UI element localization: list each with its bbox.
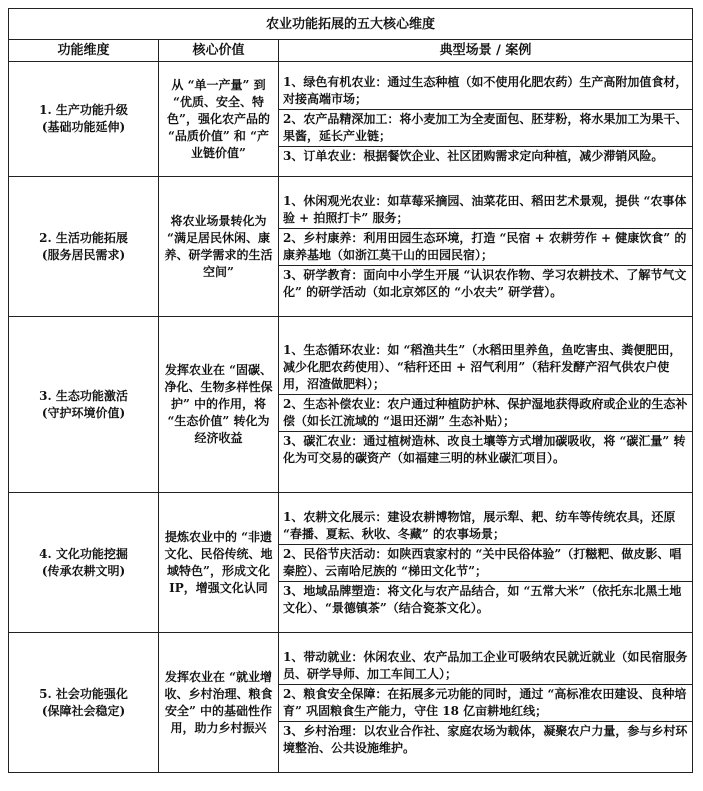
core-value-cell: 发挥农业在 “就业增收、乡村治理、粮食安全” 中的基础性作用，助力乡村振兴 bbox=[159, 633, 279, 773]
cases-cell bbox=[279, 317, 693, 493]
header-row bbox=[9, 40, 693, 62]
dimension-subtitle: (传承农耕文明) bbox=[41, 563, 126, 578]
core-value-cell: 从 “单一产量” 到 “优质、安全、特色”，强化农产品的 “品质价值” 和 “产业链价值” bbox=[159, 62, 279, 177]
core-value-cell: 将农业场景转化为 “满足居民休闲、康养、研学需求的生活空间” bbox=[159, 177, 279, 317]
dimension-cell bbox=[9, 62, 159, 177]
case-item: 2、粮食安全保障：在拓展多元功能的同时，通过 “高标准农田建设、良种培育” 巩固粮食生产能力，守住 18 亿亩耕地红线； bbox=[279, 684, 692, 721]
case-item: 2、乡村康养：利用田园生态环境，打造 “民宿 + 农耕劳作 + 健康饮食” 的康养基地（如浙江莫干山的田园民宿）； bbox=[279, 228, 692, 265]
table-row bbox=[9, 317, 693, 493]
dimension-cell bbox=[9, 317, 159, 493]
document-table-container bbox=[8, 8, 692, 782]
core-value-cell: 发挥农业在 “固碳、净化、生物多样性保护” 中的作用，将 “生态价值” 转化为经济收益 bbox=[159, 317, 279, 493]
dimension-title: 2. 生活功能拓展 bbox=[39, 230, 128, 245]
cases-cell bbox=[279, 493, 693, 633]
table-row bbox=[9, 633, 693, 773]
dimension-title: 1. 生产功能升级 bbox=[39, 103, 128, 117]
table-row bbox=[9, 62, 693, 177]
header-core-value: 核心价值 bbox=[159, 40, 279, 62]
header-cases: 典型场景 / 案例 bbox=[279, 40, 693, 62]
dimension-subtitle: (服务居民需求) bbox=[41, 247, 126, 262]
table-row bbox=[9, 177, 693, 317]
dimension-title: 4. 文化功能挖掘 bbox=[39, 546, 128, 561]
case-item: 3、碳汇农业：通过植树造林、改良土壤等方式增加碳吸收，将 “碳汇量” 转化为可交易的碳资产（如福建三明的林业碳汇项目）。 bbox=[279, 431, 692, 468]
dimension-cell bbox=[9, 493, 159, 633]
header-dimension: 功能维度 bbox=[9, 40, 159, 62]
dimension-title: 5. 社会功能强化 bbox=[39, 686, 128, 701]
case-item: 3、研学教育：面向中小学生开展 “认识农作物、学习农耕技术、了解节气文化” 的研学活动（如北京郊区的 “小农夫” 研学营）。 bbox=[279, 265, 692, 302]
core-value-cell: 提炼农业中的 “非遗文化、民俗传统、地域特色”，形成文化 IP，增强文化认同 bbox=[159, 493, 279, 633]
case-item: 3、地域品牌塑造：将文化与农产品结合，如 “五常大米”（依托东北黑土地文化）、“景德镇茶”（结合瓷茶文化）。 bbox=[279, 581, 692, 618]
table-title: 农业功能拓展的五大核心维度 bbox=[9, 9, 693, 40]
case-item: 3、订单农业：根据餐饮企业、社区团购需求定向种植，减少滞销风险。 bbox=[279, 146, 692, 166]
cases-cell bbox=[279, 633, 693, 773]
case-item: 1、生态循环农业：如 “稻渔共生”（水稻田里养鱼，鱼吃害虫、粪便肥田，减少化肥农药使用）、“秸秆还田 + 沼气利用”（秸秆发酵产沼气供农户使用，沼渣做肥料）； bbox=[283, 343, 682, 391]
case-item: 3、乡村治理：以农业合作社、家庭农场为载体，凝聚农户力量，参与乡村环境整治、公共设施维护。 bbox=[279, 721, 692, 758]
dimension-cell bbox=[9, 177, 159, 317]
dimension-subtitle: (守护环境价值) bbox=[41, 405, 126, 420]
dimension-title: 3. 生态功能激活 bbox=[39, 388, 128, 403]
case-item: 1、农耕文化展示：建设农耕博物馆，展示犁、耙、纺车等传统农具，还原 “春播、夏耘、秋收、冬藏” 的农事场景； bbox=[283, 509, 676, 541]
case-item: 2、农产品精深加工：将小麦加工为全麦面包、胚芽粉，将水果加工为果干、果酱，延长产业链； bbox=[279, 109, 692, 146]
case-item: 1、带动就业：休闲农业、农产品加工企业可吸纳农民就近就业（如民宿服务员、研学导师、加工车间工人）； bbox=[283, 649, 688, 681]
table-row bbox=[9, 493, 693, 633]
dimension-cell bbox=[9, 633, 159, 773]
cases-cell bbox=[279, 177, 693, 317]
dimension-subtitle: (保障社会稳定) bbox=[41, 703, 126, 718]
case-item: 2、民俗节庆活动：如陕西袁家村的 “关中民俗体验”（打糍粑、做皮影、唱秦腔）、云南哈尼族的 “梯田文化节”； bbox=[279, 544, 692, 581]
case-item: 2、生态补偿农业：农户通过种植防护林、保护湿地获得政府或企业的生态补偿（如长江流域的 “退田还湖” 生态补贴）； bbox=[279, 394, 692, 431]
cases-cell bbox=[279, 62, 693, 177]
core-dimensions-table bbox=[8, 8, 693, 773]
case-item: 1、绿色有机农业：通过生态种植（如不使用化肥农药）生产高附加值食材，对接高端市场； bbox=[283, 74, 688, 106]
dimension-subtitle: (基础功能延伸) bbox=[41, 120, 126, 134]
case-item: 1、休闲观光农业：如草莓采摘园、油菜花田、稻田艺术景观，提供 “农事体验 + 拍照打卡” 服务； bbox=[283, 193, 687, 225]
